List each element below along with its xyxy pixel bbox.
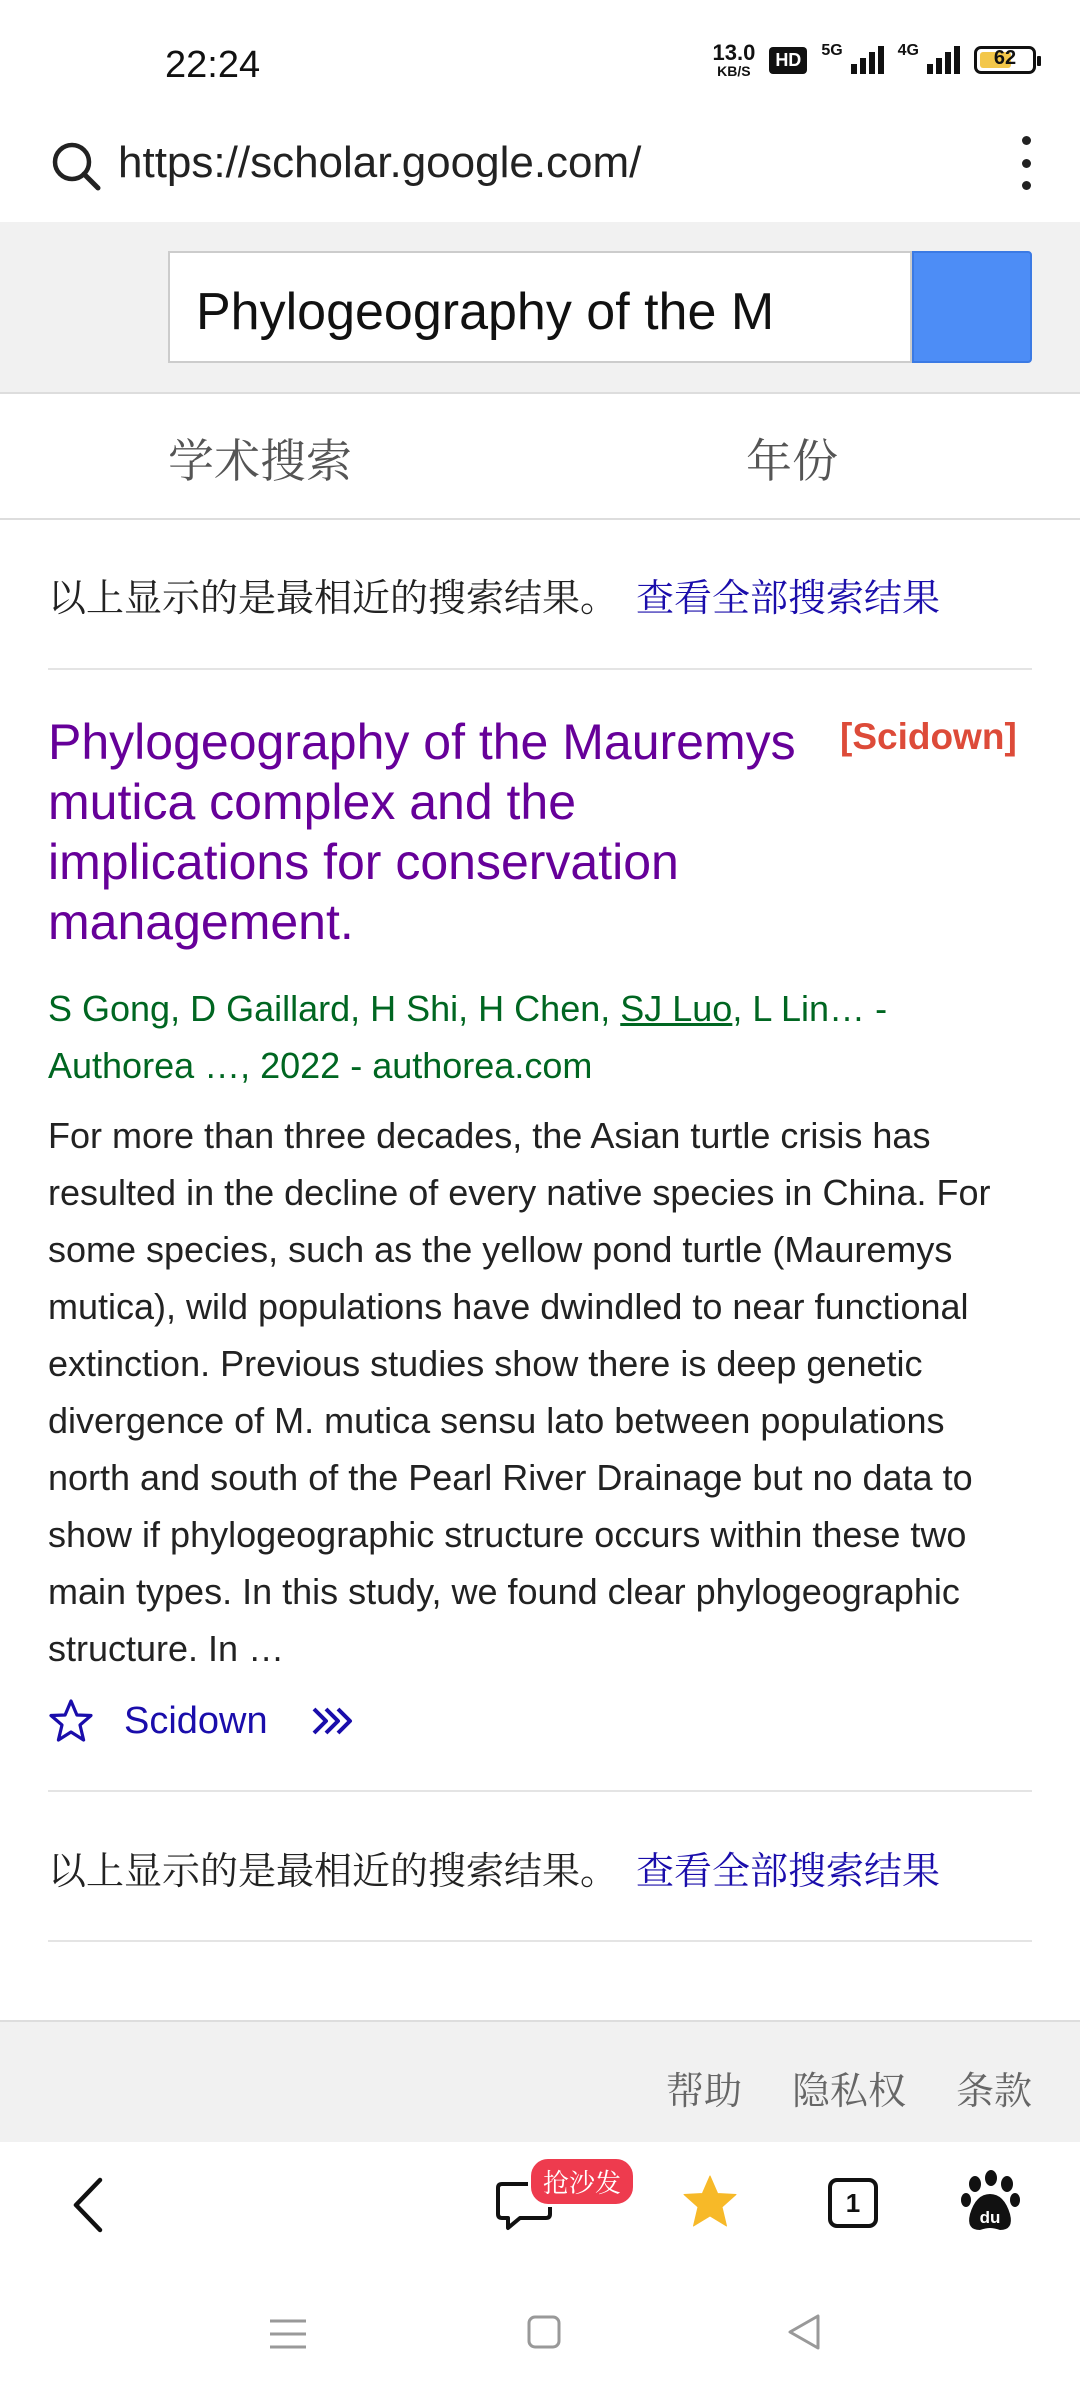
bookmark-star-icon[interactable] — [680, 2172, 740, 2232]
battery-icon — [974, 46, 1036, 74]
network-speed-value: 13.0 — [712, 40, 756, 65]
battery-level: 62 — [993, 47, 1017, 69]
footer-link-help[interactable]: 帮助 — [665, 2071, 742, 2113]
signal-strength-icon-2 — [927, 46, 960, 74]
tab-bar — [0, 394, 1080, 520]
view-all-results-link[interactable]: 查看全部搜索结果 — [636, 1851, 941, 1893]
signal-4g-label: 4G — [897, 42, 919, 59]
signal-5g-label: 5G — [821, 42, 843, 59]
tab-switcher-button[interactable]: 1 — [828, 2178, 878, 2228]
scidown-action-link[interactable]: Scidown — [124, 1699, 268, 1742]
more-actions-icon[interactable] — [308, 1701, 358, 1741]
scidown-source-link[interactable]: [Scidown] — [840, 716, 1017, 757]
comment-badge: 抢沙发 — [528, 2156, 636, 2207]
notice-text: 以上显示的是最相近的搜索结果。 — [48, 578, 619, 620]
footer-links — [666, 2060, 1032, 2115]
footer-link-terms[interactable]: 条款 — [955, 2071, 1032, 2113]
status-time: 22:24 — [165, 44, 261, 86]
author-profile-link[interactable]: SJ Luo — [620, 988, 733, 1029]
notice-text: 以上显示的是最相近的搜索结果。 — [48, 1851, 619, 1893]
network-speed — [712, 42, 755, 78]
result-title-link[interactable]: Phylogeography of the Mauremys mutica complex and the implications for conservation management. — [48, 714, 796, 950]
authors-text: S Gong, D Gaillard, H Shi, H Chen, — [48, 988, 621, 1029]
url-text[interactable]: https://scholar.google.com/ — [118, 138, 642, 187]
system-back-icon[interactable] — [784, 2312, 824, 2352]
search-button[interactable] — [912, 251, 1032, 363]
svg-text:du: du — [979, 2208, 1001, 2227]
similar-results-notice-bottom — [48, 1840, 940, 1895]
home-icon[interactable] — [526, 2314, 562, 2350]
footer-link-privacy[interactable]: 隐私权 — [791, 2071, 906, 2113]
hd-voice-icon: HD — [769, 47, 807, 74]
divider — [48, 1940, 1032, 1942]
divider — [48, 1790, 1032, 1792]
tab-scholar-search[interactable]: 学术搜索 — [168, 435, 352, 487]
more-options-icon[interactable] — [1018, 136, 1034, 190]
baidu-paw-icon[interactable] — [960, 2170, 1020, 2236]
status-indicators — [712, 42, 1036, 78]
tab-year[interactable]: 年份 — [746, 435, 838, 487]
network-speed-unit: KB/S — [717, 63, 751, 79]
save-star-icon[interactable] — [48, 1698, 94, 1744]
search-query-text[interactable]: Phylogeography of the M — [196, 283, 775, 341]
signal-strength-icon — [851, 46, 884, 74]
search-icon — [48, 138, 104, 194]
result-snippet: For more than three decades, the Asian turtle crisis has resulted in the decline of every native species in China. For some species, such as the yellow pond turtle (Mauremys mutica), wild populations have dwindled to near functional extinction. Previous studies show there is deep genetic divergence of M. mutica sensu lato between populations north and south of the Pearl River Drainage but no data to show if phylogeographic structure occurs within these two main types. In this study, we found clear phylogeographic structure. In … — [48, 1115, 991, 1669]
back-arrow-icon[interactable] — [66, 2172, 112, 2238]
result-authors — [48, 980, 1032, 1094]
recent-apps-icon[interactable] — [268, 2316, 308, 2352]
divider — [48, 668, 1032, 670]
result-actions — [48, 1693, 358, 1749]
authors-venue-text: , L Lin… - Authorea …, 2022 - authorea.com — [48, 988, 888, 1086]
view-all-results-link[interactable]: 查看全部搜索结果 — [636, 578, 941, 620]
similar-results-notice — [48, 567, 940, 622]
